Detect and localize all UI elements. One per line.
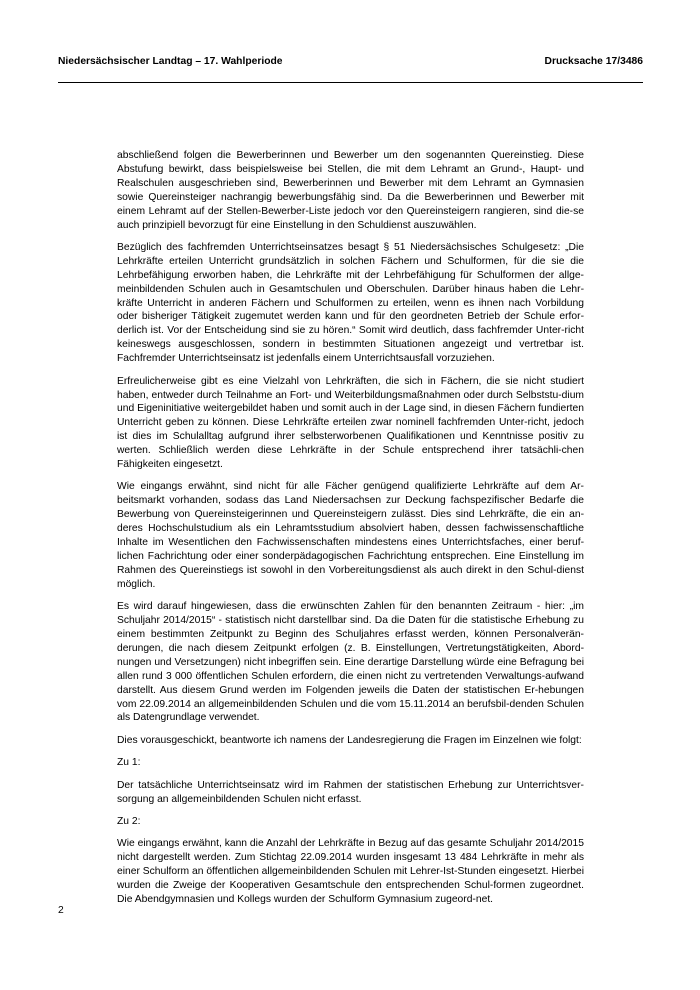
paragraph: Der tatsächliche Unterrichtseinsatz wird im Rahmen der statistischen Erhebung zur Unterrichtsver-sorgung an allgemeinbildenden Schulen nicht erfasst. — [117, 779, 584, 805]
question-heading: Zu 2: — [117, 815, 141, 827]
paragraph: abschließend folgen die Bewerberinnen und Bewerber um den sogenannten Quereinstieg. Diese Abstufung bewirkt, dass beispielsweise bei Stellen, die mit dem Lehramt an Grund-, Haupt- und Realschulen ausgeschrieben sind, Bewerberinnen und Bewerber mit dem Lehramt an Gymnasien sowie Quereinsteiger nachrangig bewerbungsfähig sind. Da die Bewerberinnen und Bewerber mit einem Lehramt auf der Stellen-Bewerber-Liste jedoch vor den Quereinsteigern rangieren, sind die-se auch prinzipiell bevorzugt für eine Einstellung in den Schuldienst auszuwählen. — [117, 150, 584, 231]
document-body — [117, 149, 584, 915]
header-divider — [58, 82, 643, 83]
paragraph: Es wird darauf hingewiesen, dass die erwünschten Zahlen für den benannten Zeitraum - hier: „im Schuljahr 2014/2015“ - statistisch nicht darstellbar sind. Da die Daten für die statistische Erhebung zu einem bestimmten Zeitpunkt zu Beginn des Schuljahres erfasst werden, können Personalverän-derungen, die nach diesem Zeitpunkt erfolgen (z. B. Einstellungen, Vertretungstätigkeiten, Abord-nungen und Versetzungen) nicht inbegriffen sein. Eine derartige Darstellung würde eine Befragung bei allen rund 3 000 öffentlichen Schulen erfordern, die einen nicht zu vertretenden Verwaltungs-aufwand darstellt. Aus diesem Grund werden im Folgenden jeweils die Daten der statistischen Er-hebungen vom 22.09.2014 an allgemeinbildenden Schulen und die vom 15.11.2014 an berufsbil-denden Schulen als Datengrundlage verwendet. — [117, 601, 584, 724]
paragraph: Erfreulicherweise gibt es eine Vielzahl von Lehrkräften, die sich in Fächern, die sie nicht studiert haben, entweder durch Teilnahme an Fort- und Weiterbildungsmaßnahmen oder durch Selbststu-dium und Eigeninitiative weitergebildet haben und somit auch in der Lage sind, in diesen Fächern fundierten Unterricht geben zu können. Diese Lehrkräfte erteilen zwar nominell fachfremden Unter-richt, jedoch ist dies im Schulalltag aufgrund ihrer selbsterworbenen Qualifikationen und Kenntnisse positiv zu werten. Schließlich werden diese Lehrkräfte in der Schule entsprechend ihrer tatsächli-chen Fähigkeiten eingesetzt. — [117, 375, 584, 471]
paragraph: Wie eingangs erwähnt, sind nicht für alle Fächer genügend qualifizierte Lehrkräfte auf dem Ar-beitsmarkt vorhanden, sodass das Land Niedersachsen zur Deckung fachspezifischer Bedarfe die Bewerbung von Quereinsteigerinnen und Quereinsteigern zulässt. Dies sind Lehrkräfte, die ein an-deres Hochschulstudium als ein Lehramtsstudium absolviert haben, dessen fachwissenschaftliche Inhalte im Wesentlichen den Fachwissenschaften mindestens eines Unterrichtsfaches, einer beruf-lichen Fachrichtung oder einer sonderpädagogischen Fachrichtung entsprechen. Eine Einstellung im Rahmen des Quereinstiegs ist sowohl in den Vorbereitungsdienst als auch direkt in den Schul-dienst möglich. — [117, 481, 584, 590]
paragraph: Bezüglich des fachfremden Unterrichtseinsatzes besagt § 51 Niedersächsisches Schulgesetz: „Die Lehrkräfte erteilen Unterricht grundsätzlich in solchen Fächern und Schulformen, für die sie die Lehrbefähigung erworben haben, die Lehrkräfte mit der Lehrbefähigung für Schulformen der allge-meinbildenden Schulen auch in Gesamtschulen und Oberschulen. Darüber hinaus haben die Lehr-kräfte Unterricht in anderen Fächern und Schulformen zu erteilen, wenn es ihnen nach Vorbildung oder bisheriger Tätigkeit zugemutet werden kann und für den geordneten Betrieb der Schule erfor-derlich ist. Vor der Entscheidung sind sie zu hören.“ Somit wird deutlich, dass fachfremder Unter-richt keineswegs ausgeschlossen, sondern in bestimmten Situationen angezeigt und vertretbar ist. Fachfremder Unterrichtseinsatz ist jedenfalls einem Unterrichtsausfall vorzuziehen. — [117, 241, 584, 365]
question-heading: Zu 1: — [117, 757, 141, 769]
document-number: Drucksache 17/3486 — [544, 56, 643, 67]
header-title: Niedersächsischer Landtag – 17. Wahlperiode — [58, 56, 283, 67]
paragraph: Wie eingangs erwähnt, kann die Anzahl der Lehrkräfte in Bezug auf das gesamte Schuljahr 2014/2015 nicht dargestellt werden. Zum Stichtag 22.09.2014 wurden insgesamt 13 484 Lehrkräfte in mehr als einer Schulform an öffentlichen allgemeinbildenden Schulen mit Lehrer-Ist-Stunden eingesetzt. Hierbei wurden die Zweige der Kooperativen Gesamtschule den entsprechenden Schul-formen zugeordnet. Die Abendgymnasien und Kollegs wurden der Schulform Gymnasium zugeord-net. — [117, 838, 584, 905]
paragraph: Dies vorausgeschickt, beantworte ich namens der Landesregierung die Fragen im Einzelnen wie folgt: — [117, 734, 582, 746]
page-number: 2 — [58, 905, 64, 916]
